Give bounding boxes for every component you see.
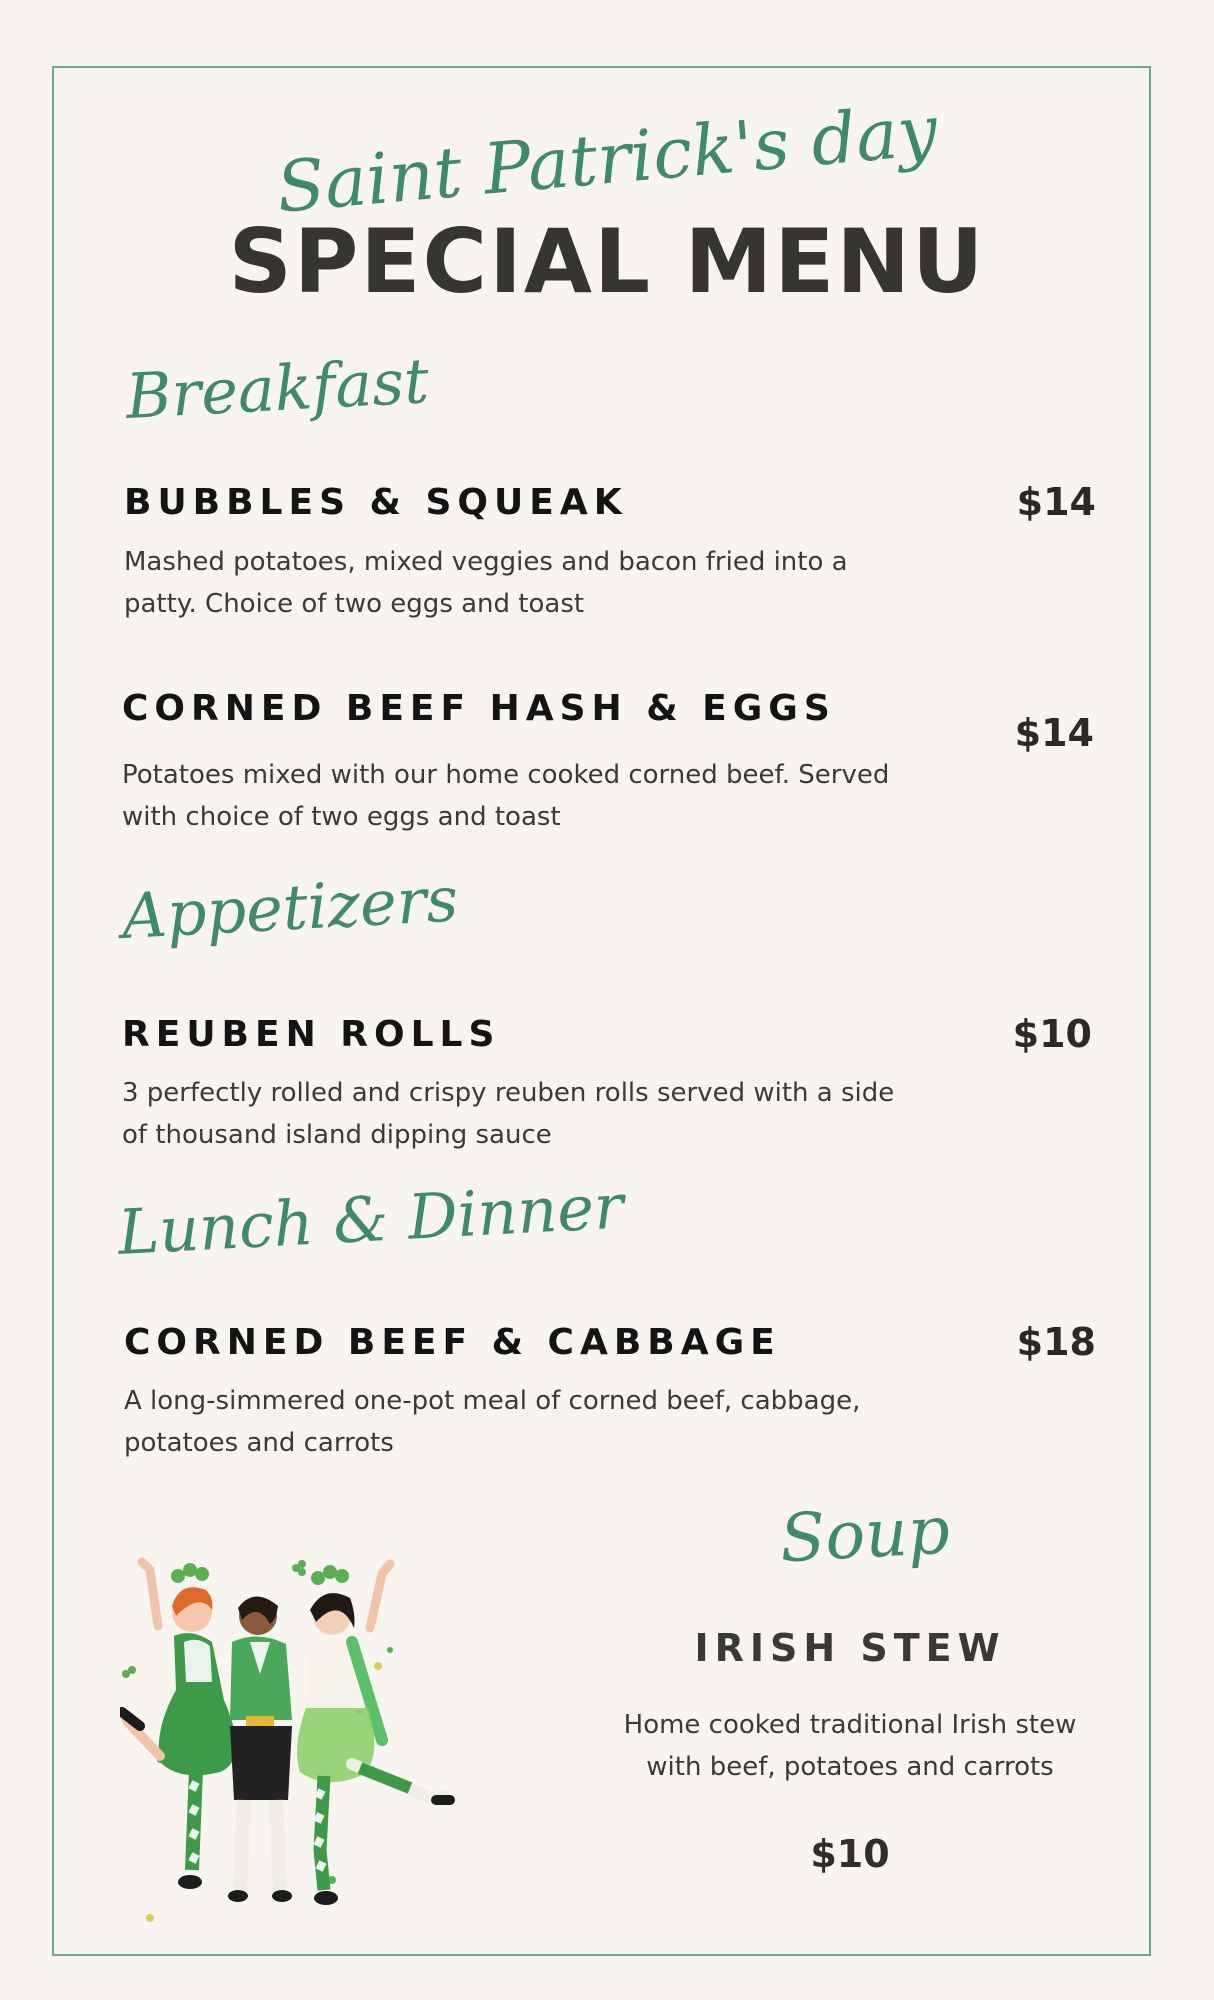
menu-item-description: Potatoes mixed with our home cooked corned beef. Served with choice of two eggs and toast — [122, 760, 890, 832]
menu-item-name: CORNED BEEF HASH & EGGS — [122, 688, 836, 729]
menu-item-price: $10 — [1012, 1012, 1092, 1056]
menu-item-name: IRISH STEW — [694, 1626, 1006, 1670]
menu-item-name: REUBEN ROLLS — [122, 1014, 501, 1055]
dancing-leprechauns-illustration — [120, 1550, 470, 1940]
menu-item-description: Mashed potatoes, mixed veggies and bacon fried into a patty. Choice of two eggs and toast — [124, 547, 848, 619]
menu-item-price: $14 — [1014, 711, 1094, 755]
menu-item-price: $18 — [1016, 1320, 1096, 1364]
section-title-breakfast: Breakfast — [124, 344, 431, 433]
menu-item-price: $10 — [810, 1832, 890, 1876]
menu-script-title: Saint Patrick's day — [273, 89, 941, 229]
menu-item-price: $14 — [1016, 480, 1096, 524]
menu-main-title: SPECIAL MENU — [228, 210, 986, 313]
menu-item-name: CORNED BEEF & CABBAGE — [124, 1322, 781, 1363]
menu-item-description: 3 perfectly rolled and crispy reuben rolls served with a side of thousand island dipping sauce — [122, 1078, 895, 1150]
section-title-appetizers: Appetizers — [120, 862, 460, 953]
menu-item-description: A long-simmered one-pot meal of corned beef, cabbage, potatoes and carrots — [124, 1386, 861, 1458]
menu-item-name: BUBBLES & SQUEAK — [124, 482, 628, 523]
section-title-lunch-dinner: Lunch & Dinner — [116, 1169, 626, 1269]
menu-item-description: Home cooked traditional Irish stew with beef, potatoes and carrots — [623, 1710, 1077, 1782]
section-title-soup: Soup — [778, 1491, 952, 1578]
